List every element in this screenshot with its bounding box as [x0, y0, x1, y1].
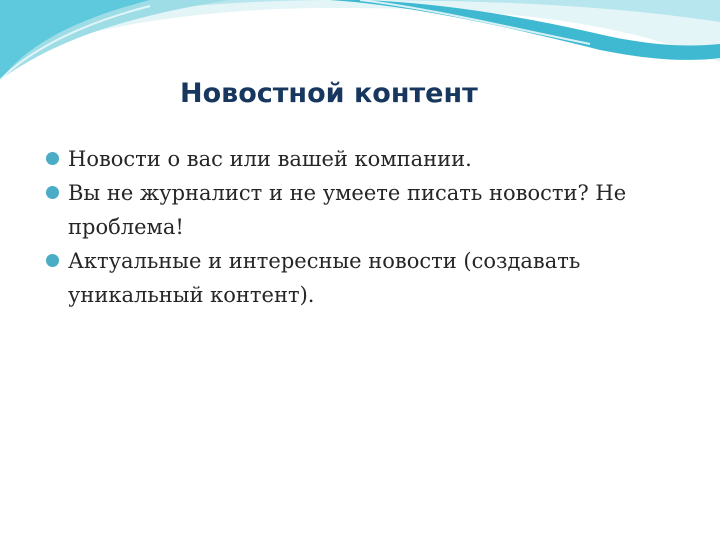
slide-title: Новостной контент — [180, 78, 478, 109]
bullet-list — [44, 142, 684, 312]
bullet-item — [44, 142, 684, 176]
bullet-text: Новости о вас или вашей компании. — [68, 147, 472, 171]
bullet-item — [44, 176, 684, 244]
bullet-dot-icon — [46, 152, 59, 165]
bullet-text: Вы не журналист и не умеете писать новости? Не проблема! — [68, 181, 627, 239]
bullet-dot-icon — [46, 186, 59, 199]
bullet-text: Актуальные и интересные новости (создавать уникальный контент). — [68, 249, 581, 307]
bullet-dot-icon — [46, 254, 59, 267]
bullet-item — [44, 244, 684, 312]
